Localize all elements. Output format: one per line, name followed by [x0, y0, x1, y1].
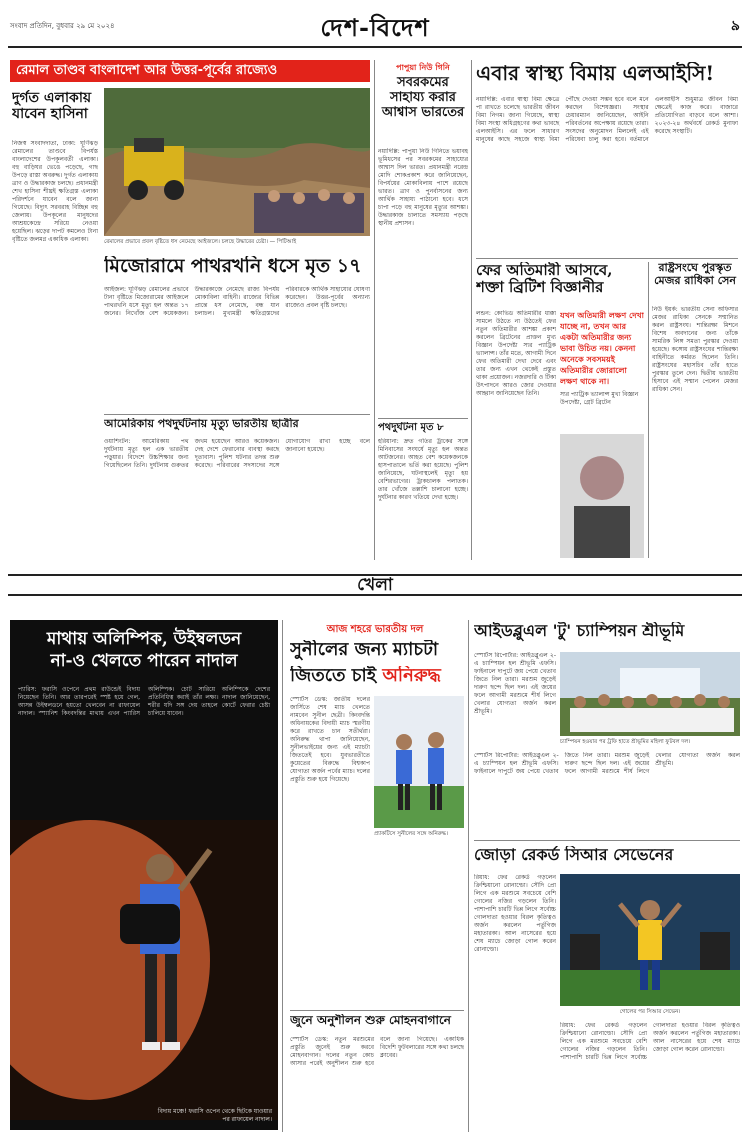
usa-body: ওয়াশিংটন: আমেরিকায় পথ দুর্ঘটনায় মৃত্যু হল এক ভারতীয় পড়ুয়ার। বিদেশে উচ্চশিক্ষার জন্য গিয়েছিলেন তিনি। দুর্ঘটনায় গুরুতর জখম হয়েছেন আরও কয়েকজন। দেহ দেশে ফেরানোর ব্যবস্থা করছে দূতাবাস। পুলিশ ঘটনার তদন্ত শুরু করেছে। পরিবারের সদস্যদের সঙ্গে যোগাযোগ রাখা হচ্ছে বলে জানানো হয়েছে।: [104, 438, 370, 469]
nadal-headline-l2: না-ও খেলতে পারেন নাদাল: [50, 651, 238, 671]
mohun-headline: জুনে অনুশীলন শুরু মোহনবাগানে: [290, 1014, 451, 1027]
britain-body: লন্ডন: কোভিড অতিমারীর ধাক্কা সামলে উঠতে না উঠতেই ফের নতুন অতিমারীর আশঙ্কা প্রকাশ করলেন ব্রিটেনের প্রাক্তন মুখ্য বিজ্ঞান উপদেষ্টা স্যর প্যাট্রিক ভ্যালান্স। তাঁর মতে, আগামী দিনে ফের অতিমারী দেখা দেবে এবং তার জন্য এখন থেকেই প্রস্তুত থাকা প্রয়োজন। নজরদারি ও টিকা উৎপাদনে আরও জোর দেওয়ার আহ্বান জানিয়েছেন তিনি।: [476, 310, 556, 397]
papua-sep: [378, 418, 468, 419]
ronaldo-photo-graphic: [560, 874, 740, 1006]
cr7-body: রিয়াধ: ফের রেকর্ড গড়লেন ক্রিশ্চিয়ানো রোনাল্ডো। সৌদি প্রো লিগে এক মরশুমে সবচেয়ে বেশি গোলের নজির গড়লেন তিনি। পাশাপাশি চারটি ভিন্ন লিগে সর্বোচ্চ গোলদাতা হওয়ার বিরল কৃতিত্বও অর্জন করলেন পর্তুগিজ মহাতারকা। আল নাসেরের হয়ে শেষ ম্যাচে জোড়া গোল করেন রোনাল্ডো।: [474, 874, 556, 953]
accident-body: হরিয়ানা: দ্রুত গতির ট্রাকের সঙ্গে মিনিবাসের সংঘর্ষে মৃত্যু হল অন্তত আটজনের। আহত বেশ কয়েকজনকে হাসপাতালে ভর্তি করা হয়েছে। পুলিশ জানিয়েছে, ঘটনাস্থলেই মৃত্যু হয় বেশিরভাগের। ট্রাকচালক পলাতক। তার খোঁজে তল্লাশি চালানো হচ্ছে। দুর্ঘটনার কারণ খতিয়ে দেখা হচ্ছে।: [378, 438, 468, 501]
cr7-headline: জোড়া রেকর্ড সিআর সেভেনের: [474, 846, 674, 864]
edition-date: সংবাদ প্রতিদিন, বুধবার ২৯ মে ২০২৪: [10, 22, 115, 30]
col-sep-1: [374, 60, 375, 560]
sunil-sep: [290, 1010, 464, 1011]
sunil-headline-a: সুনীলের জন্য ম্যাচটা: [290, 640, 439, 660]
papua-body: নয়াদিল্লি: পাপুয়া নিউ গিনিতে ভয়াবহ ভূমিধসের পর সবরকমের সাহায্যের আশ্বাস দিল ভারত। প্রধানমন্ত্রী নরেন্দ্র মোদি শোকপ্রকাশ করে জানিয়েছেন, বিপর্যয়ের মোকাবিলায় পাশে রয়েছে ভারত। ত্রাণ ও পুনর্বাসনের জন্য আর্থিক সাহায্য পাঠানো হবে। ধসে চাপা পড়ে বহু মানুষের মৃত্যুর আশঙ্কা। উদ্ধারকাজ চালাতে সমস্যায় পড়ছে স্থানীয় প্রশাসন।: [378, 148, 468, 227]
cyclone-subhead: দুর্গত এলাকায় যাবেন হাসিনা: [12, 90, 92, 123]
col-sep-3: [648, 262, 649, 558]
sports-sep-2: [468, 620, 469, 1132]
page-header: [8, 10, 742, 44]
nadal-panel: [10, 620, 278, 1130]
papua-headline: সবরকমের সাহায্য করার আশ্বাস ভারতের: [381, 76, 465, 120]
header-rule: [8, 46, 742, 48]
lic-headline: এবার স্বাস্থ্য বিমায় এলআইসি!: [476, 62, 715, 85]
britain-quote-source: স্যর প্যাট্রিক ভ্যালান্স মুখ্য বিজ্ঞান উপদেষ্টা, গ্রেট ব্রিটেন: [560, 391, 639, 406]
un-body: নিউ ইয়র্ক: ভারতীয় সেনা অফিসার মেজর রাধিকা সেনকে সম্মানিত করল রাষ্ট্রসংঘ। শান্তিরক্ষা মিশনে বিশেষ অবদানের জন্য তাঁকে সামরিক লিঙ্গ সমতা পুরস্কার দেওয়া হয়েছে। কঙ্গোয় রাষ্ট্রসংঘের শান্তিরক্ষা বাহিনীতে কর্মরত ছিলেন তিনি। রাষ্ট্রসংঘের মহাসচিব তাঁর হাতে পুরস্কার তুলে দেন। দ্বিতীয় ভারতীয় হিসাবে এই সম্মান পেলেন মেজর রাধিকা সেন।: [652, 306, 738, 393]
col-sep-2: [471, 60, 472, 560]
sunil-headline-b: [290, 666, 462, 690]
iwl-body: স্পোর্টস রিপোর্টার: আইডব্লুএল ২-এ চ্যাম্পিয়ন হল শ্রীভূমি এফসি। ফাইনালে দাপুটে জয় পেয়ে খেতাব জিতে নিল তারা। মরশুম জুড়েই দারুণ ছন্দে ছিল দল। এই জয়ের ফলে আগামী মরশুমে শীর্ষ লিগে খেলার যোগ্যতা অর্জন করল শ্রীভূমি।: [474, 652, 556, 715]
mohun-body: স্পোর্টস ডেস্ক: নতুন মরশুমের প্রস্তুতি জুনেই শুরু করবে মোহনবাগান। দলের নতুন কোচ আসার পরেই অনুশীলন শুরু হবে বলে জানা গিয়েছে। একাধিক বিদেশি ফুটবলারের সঙ্গে কথা চলছে ক্লাবের।: [290, 1036, 464, 1067]
mizoram-body: আইজল: ঘূর্ণিঝড় রেমালের প্রভাবে টানা বৃষ্টিতে মিজোরামের আইজলে পাথরখনি ধসে মৃত্যু হল অন্তত ১৭ জনের। নিখোঁজ বেশ কয়েকজন। উদ্ধারকাজে নেমেছে রাজ্য বিপর্যয় মোকাবিলা বাহিনী। রাজ্যের বিভিন্ন প্রান্তে ধস নেমেছে, বন্ধ যান চলাচল। মুখ্যমন্ত্রী ক্ষতিগ্রস্তদের পরিবারকে আর্থিক সাহায্যের ঘোষণা করেছেন। উত্তর-পূর্বের অন্যান্য রাজ্যেও প্রবল বৃষ্টি চলছে।: [104, 286, 370, 317]
sunil-caption: প্র্যাকটিসে সুনীলের সঙ্গে অনিরুদ্ধ।: [374, 831, 448, 837]
nadal-photo-graphic: [10, 820, 278, 1120]
lic-body: নয়াদিল্লি: এবার স্বাস্থ্য বিমা ক্ষেত্রে পা রাখতে চলেছে ভারতীয় জীবন বিমা নিগম। জানা গিয়েছে, স্বাস্থ্য বিমা সংস্থা অধিগ্রহণের কথা ভাবছে এলআইসি। এর ফলে সাধারণ মানুষের কাছে সহজে স্বাস্থ্য বিমা পৌঁছে দেওয়া সম্ভব হবে বলে মনে করছেন বিশেষজ্ঞরা। সংস্থার চেয়ারম্যান জানিয়েছেন, আইনি পরিবর্তনের অপেক্ষায় রয়েছে তারা। সংসদের অনুমোদন মিললেই এই পরিষেবা চালু করা হবে। বর্তমানে এলআইসি শুধুমাত্র জীবন বিমা ক্ষেত্রেই কাজ করে। বাজারে প্রতিযোগিতা বাড়বে বলে আশা। ২০২৩-২৪ অর্থবর্ষে রেকর্ড মুনাফা করেছে সংস্থাটি।: [476, 96, 738, 143]
cr7-caption: গোলের পর সিআর সেভেন।: [619, 1009, 681, 1015]
accident-headline: পথদুর্ঘটনা মৃত ৮: [378, 422, 444, 433]
football-practice-graphic: [374, 696, 464, 828]
britain-photo: [560, 434, 644, 558]
landslide-photo: [104, 88, 370, 236]
papua-kicker: পাপুয়া নিউ গিনি: [396, 63, 450, 72]
cyclone-banner: রেমাল তাণ্ডব বাংলাদেশ আর উত্তর-পূর্বের রাজ্যেও: [10, 60, 370, 82]
cr7-body-more: রিয়াধ: ফের রেকর্ড গড়লেন ক্রিশ্চিয়ানো রোনাল্ডো। সৌদি প্রো লিগে এক মরশুমে সবচেয়ে বেশি গোলের নজির গড়লেন তিনি। পাশাপাশি চারটি ভিন্ন লিগে সর্বোচ্চ গোলদাতা হওয়ার বিরল কৃতিত্বও অর্জন করলেন পর্তুগিজ মহাতারকা। আল নাসেরের হয়ে শেষ ম্যাচে জোড়া গোল করেন রোনাল্ডো।: [560, 1022, 740, 1061]
iwl-caption: চ্যাম্পিয়ন হওয়ার পর ট্রফি হাতে শ্রীভূমির মহিলা ফুটবল দল।: [560, 739, 691, 745]
sunil-photo: [374, 696, 464, 828]
landslide-photo-graphic: [104, 88, 370, 236]
nadal-headline: [18, 628, 270, 672]
champions-photo-graphic: [560, 652, 740, 736]
iwl-body-more: স্পোর্টস রিপোর্টার: আইডব্লুএল ২-এ চ্যাম্পিয়ন হল শ্রীভূমি এফসি। ফাইনালে দাপুটে জয় পেয়ে খেতাব জিতে নিল তারা। মরশুম জুড়েই দারুণ ছন্দে ছিল দল। এই জয়ের ফলে আগামী মরশুমে শীর্ষ লিগে খেলার যোগ্যতা অর্জন করল শ্রীভূমি।: [474, 752, 740, 775]
nadal-body: প্যারিস: ফরাসি ওপেনে প্রথম রাউন্ডেই বিদায় নিয়েছেন তিনি। আর তারপরেই স্পষ্ট হয়ে গেল, আসন্ন উইম্বলডনে হয়তো খেলবেন না রাফায়েল নাদাল। স্প্যানিশ কিংবদন্তির মাথায় এখন প্যারিস অলিম্পিক। চোট সারিয়ে অলিম্পিকে দেশের প্রতিনিধিত্ব করাই তাঁর লক্ষ্য। নাদাল জানিয়েছেন, শরীর যদি সঙ্গ দেয় তাহলে কোর্টে ফেরার চেষ্টা চালিয়ে যাবেন।: [18, 686, 270, 717]
section-title: দেশ-বিদেশ: [320, 13, 430, 42]
iwl-photo: [560, 652, 740, 736]
britain-quote: যখন অতিমারী লক্ষণ দেখা যাচ্ছে না, তখন আর একটা অতিমারীর জন্য ভাবা উচিত নয়। কেননা অনেকে সবসময়ই অতিমারীর জোরালো লক্ষণ থাকে না।: [560, 311, 644, 386]
iwl-headline: আইডব্লুএল 'টু' চ্যাম্পিয়ন শ্রীভূমি: [474, 622, 685, 640]
mizoram-headline: মিজোরামে পাথরখনি ধসে মৃত ১৭: [104, 256, 362, 277]
sunil-headline-b-text: জিততে চাই: [290, 666, 377, 686]
britain-headline: ফের অতিমারী আসবে, শক্তা ব্রিটিশ বিজ্ঞানীর: [476, 262, 613, 297]
sports-section-bar: খেলা: [8, 574, 742, 596]
nadal-headline-l1: মাথায় অলিম্পিক, উইম্বলডন: [46, 629, 242, 649]
scientist-photo-graphic: [560, 434, 644, 558]
sunil-kicker: আজ শহরে ভারতীয় দল: [326, 624, 424, 635]
britain-quote-box: [560, 310, 644, 430]
landslide-caption: রেমালের প্রভাবে প্রবল বৃষ্টিতে ধস নেমেছে আইজলে। চলছে উদ্ধারের চেষ্টা। — পিটিআই: [104, 239, 297, 245]
cr7-photo: [560, 874, 740, 1006]
nadal-caption: বিদায় মঞ্চে! ফরাসি ওপেন থেকে ছিটকে যাওয়ার পর রাফায়েল নাদাল।: [157, 1108, 272, 1123]
un-headline: রাষ্ট্রসংঘে পুরস্কৃত মেজর রাধিকা সেন: [654, 262, 736, 287]
lic-sep: [476, 258, 738, 259]
cyclone-body: নিজস্ব সংবাদদাতা, ঢাকা: ঘূর্ণিঝড় রেমালের তাণ্ডবে বিপর্যস্ত বাংলাদেশের উপকূলবর্তী এলাকা। বহু বাড়িঘর ভেঙে পড়েছে, গাছ উপড়ে রাস্তা অবরুদ্ধ। দুর্গত এলাকায় ত্রাণ ও উদ্ধারকাজ চলছে। প্রধানমন্ত্রী শেখ হাসিনা শীঘ্রই ক্ষতিগ্রস্ত এলাকা পরিদর্শনে যাবেন বলে জানা গিয়েছে। বিদ্যুৎ সরবরাহ বিচ্ছিন্ন বহু জেলায়। উপকূলের মানুষদের আশ্রয়কেন্দ্রে সরিয়ে নেওয়া হয়েছিল। ঝড়ের দাপট কমলেও টানা বৃষ্টিতে জলমগ্ন একাধিক এলাকা।: [12, 140, 98, 243]
usa-headline: আমেরিকায় পথদুর্ঘটনায় মৃত্যু ভারতীয় ছাত্রীর: [104, 418, 299, 430]
sports-sep-1: [282, 620, 283, 1132]
sunil-body-1: স্পোর্টস ডেস্ক: জাতীয় দলের জার্সিতে শেষ ম্যাচ খেলতে নামবেন সুনীল ছেত্রী। কিংবদন্তি অধিনায়কের বিদায়ী ম্যাচ স্মরণীয় করে রাখতে চান সতীর্থরা। অনিরুদ্ধ থাপা জানিয়েছেন, সুনীলভাইয়ের জন্য এই ম্যাচটা জিততেই হবে। যুবভারতীতে কুয়েতের বিরুদ্ধে বিশ্বকাপ যোগ্যতা অর্জন পর্বের ম্যাচ। দলের প্রস্তুতি শুরু হয়ে গিয়েছে।: [290, 696, 370, 783]
page-number: ৯: [730, 18, 740, 34]
sunil-headline-name: অনিরুদ্ধ: [382, 666, 441, 686]
iwl-sep: [474, 840, 740, 841]
mizoram-sep: [104, 414, 370, 415]
